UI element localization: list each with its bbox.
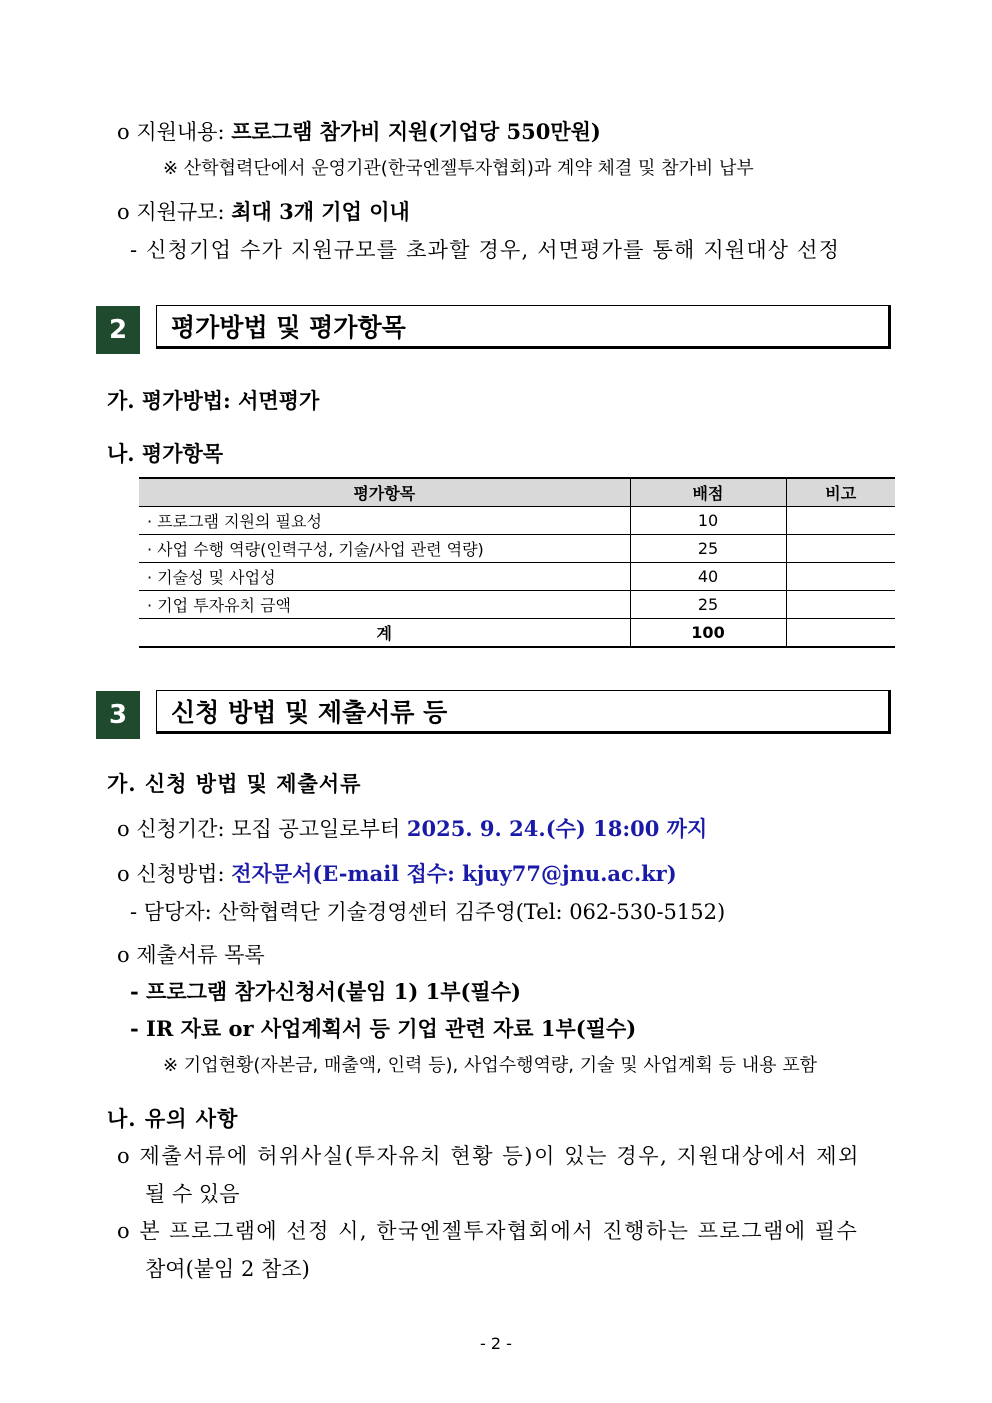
table-row [139,563,895,591]
row-item: · 프로그램 지원의 필요성 [139,507,630,535]
support-content-line [117,116,601,146]
table-row [139,535,895,563]
application-period-label: o 신청기간: 모집 공고일로부터 [117,817,407,841]
row-note [786,563,895,591]
caution-heading: 나. 유의 사항 [107,1106,239,1131]
total-label: 계 [139,619,630,648]
row-note [786,591,895,619]
section-2-title: 평가방법 및 평가항목 [156,305,891,349]
support-content-label: o 지원내용: [117,120,232,144]
caution-item-1-line-1: o 제출서류에 허위사실(투자유치 현황 등)이 있는 경우, 지원대상에서 제외 [117,1144,860,1168]
evaluation-table [139,477,895,648]
row-score: 25 [630,591,786,619]
document-item-2: - IR 자료 or 사업계획서 등 기업 관련 자료 1부(필수) [130,1016,637,1041]
total-score: 100 [630,619,786,648]
application-period-line [117,813,707,843]
total-note [786,619,895,648]
row-score: 10 [630,507,786,535]
header-score: 배점 [630,478,786,507]
support-content-value: 프로그램 참가비 지원(기업당 550만원) [231,119,601,144]
page-number: - 2 - [480,1334,512,1353]
support-scale-label: o 지원규모: [117,200,232,224]
application-period-value: 2025. 9. 24.(수) 18:00 까지 [406,816,708,841]
row-note [786,535,895,563]
row-item: · 사업 수행 역량(인력구성, 기술/사업 관련 역량) [139,535,630,563]
evaluation-items-heading: 나. 평가항목 [107,441,224,466]
header-item: 평가항목 [139,478,630,507]
table-total-row [139,619,895,648]
caution-item-1-line-2: 될 수 있음 [145,1182,240,1206]
application-method-line [117,858,677,888]
section-3-title: 신청 방법 및 제출서류 등 [156,690,891,734]
support-scale-value: 최대 3개 기업 이내 [231,199,410,224]
row-item: · 기업 투자유치 금액 [139,591,630,619]
application-method-label: o 신청방법: [117,862,232,886]
application-heading: 가. 신청 방법 및 제출서류 [107,771,362,796]
support-scale-note: - 신청기업 수가 지원규모를 초과할 경우, 서면평가를 통해 지원대상 선정 [130,238,841,262]
document-note: ※ 기업현황(자본금, 매출액, 인력 등), 사업수행역량, 기술 및 사업계획 등 내용 포함 [163,1055,817,1076]
row-score: 40 [630,563,786,591]
support-scale-line [117,196,410,226]
table-row [139,507,895,535]
row-item: · 기술성 및 사업성 [139,563,630,591]
evaluation-method-heading: 가. 평가방법: 서면평가 [107,388,320,413]
caution-item-2-line-1: o 본 프로그램에 선정 시, 한국엔젤투자협회에서 진행하는 프로그램에 필수 [117,1219,859,1243]
table-header-row [139,478,895,507]
document-item-1: - 프로그램 참가신청서(붙임 1) 1부(필수) [130,979,521,1004]
header-note: 비고 [786,478,895,507]
table-row [139,591,895,619]
section-2-number: 2 [96,306,140,354]
caution-item-2-line-2: 참여(붙임 2 참조) [145,1257,310,1281]
row-note [786,507,895,535]
contact-line: - 담당자: 산학협력단 기술경영센터 김주영(Tel: 062-530-5152) [130,900,726,924]
section-3-number: 3 [96,691,140,739]
row-score: 25 [630,535,786,563]
documents-heading: o 제출서류 목록 [117,943,265,967]
application-method-value: 전자문서(E-mail 접수: kjuy77@jnu.ac.kr) [231,861,677,886]
support-content-note: ※ 산학협력단에서 운영기관(한국엔젤투자협회)과 계약 체결 및 참가비 납부 [163,158,754,179]
